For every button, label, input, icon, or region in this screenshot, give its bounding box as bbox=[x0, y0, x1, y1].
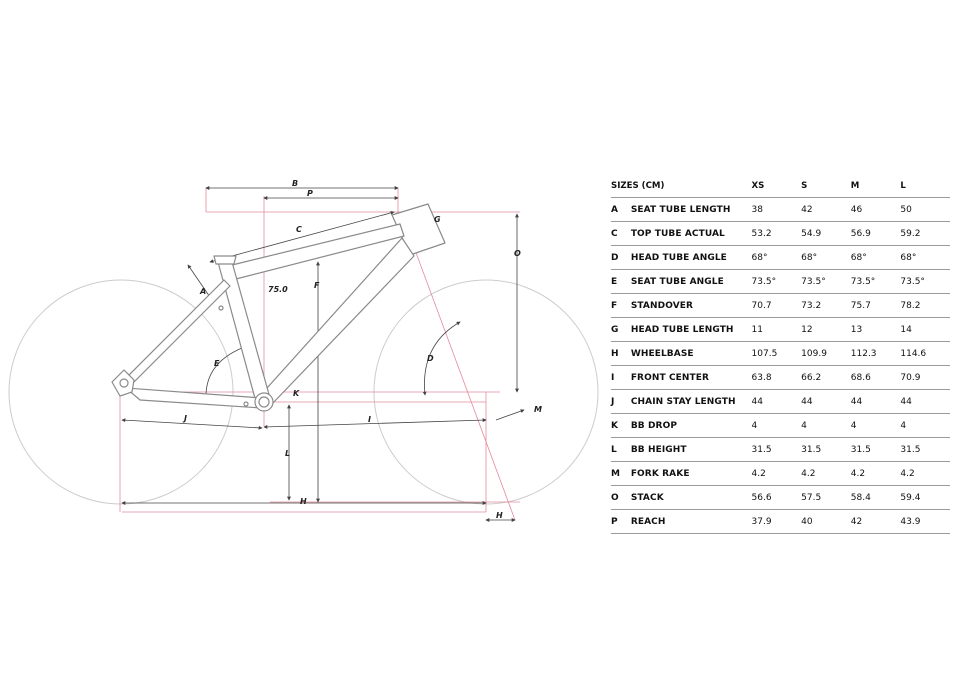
row-value: 73.5° bbox=[851, 270, 901, 294]
table-header-size: L bbox=[900, 175, 950, 198]
row-value: 56.9 bbox=[851, 222, 901, 246]
row-name: FORK RAKE bbox=[631, 462, 752, 486]
row-value: 14 bbox=[900, 318, 950, 342]
row-value: 4 bbox=[851, 414, 901, 438]
table-row bbox=[611, 318, 950, 342]
row-value: 107.5 bbox=[752, 342, 802, 366]
row-value: 68° bbox=[851, 246, 901, 270]
label-g: G bbox=[434, 215, 441, 224]
table-row bbox=[611, 342, 950, 366]
row-value: 53.2 bbox=[752, 222, 802, 246]
table-row bbox=[611, 294, 950, 318]
dimension-arrows bbox=[122, 188, 524, 520]
row-value: 44 bbox=[752, 390, 802, 414]
row-value: 73.5° bbox=[801, 270, 851, 294]
label-e: E bbox=[214, 359, 220, 368]
row-value: 4 bbox=[900, 414, 950, 438]
row-name: TOP TUBE ACTUAL bbox=[631, 222, 752, 246]
table-row bbox=[611, 222, 950, 246]
label-angle: 75.0 bbox=[268, 285, 288, 294]
table-header-row bbox=[611, 175, 950, 198]
label-j: J bbox=[184, 414, 187, 423]
row-code: D bbox=[611, 246, 631, 270]
row-name: STACK bbox=[631, 486, 752, 510]
row-value: 73.2 bbox=[801, 294, 851, 318]
row-code: G bbox=[611, 318, 631, 342]
row-value: 63.8 bbox=[752, 366, 802, 390]
row-value: 31.5 bbox=[851, 438, 901, 462]
row-value: 43.9 bbox=[900, 510, 950, 534]
table-row bbox=[611, 414, 950, 438]
label-c: C bbox=[296, 225, 302, 234]
row-value: 114.6 bbox=[900, 342, 950, 366]
row-value: 44 bbox=[851, 390, 901, 414]
row-value: 42 bbox=[851, 510, 901, 534]
bike-frame bbox=[112, 204, 445, 411]
table-body bbox=[611, 198, 950, 534]
label-l: L bbox=[285, 449, 291, 458]
row-value: 12 bbox=[801, 318, 851, 342]
row-value: 4.2 bbox=[801, 462, 851, 486]
row-value: 38 bbox=[752, 198, 802, 222]
row-value: 68.6 bbox=[851, 366, 901, 390]
row-name: STANDOVER bbox=[631, 294, 752, 318]
row-name: WHEELBASE bbox=[631, 342, 752, 366]
table-row bbox=[611, 390, 950, 414]
row-value: 66.2 bbox=[801, 366, 851, 390]
row-code: M bbox=[611, 462, 631, 486]
row-value: 4 bbox=[752, 414, 802, 438]
row-value: 68° bbox=[752, 246, 802, 270]
label-m: M bbox=[534, 405, 542, 414]
label-b: B bbox=[292, 179, 299, 188]
row-name: HEAD TUBE ANGLE bbox=[631, 246, 752, 270]
row-value: 57.5 bbox=[801, 486, 851, 510]
table-header-size: M bbox=[851, 175, 901, 198]
label-h-small: H bbox=[496, 511, 503, 520]
row-code: C bbox=[611, 222, 631, 246]
row-value: 59.4 bbox=[900, 486, 950, 510]
row-name: SEAT TUBE LENGTH bbox=[631, 198, 752, 222]
label-k: K bbox=[293, 389, 300, 398]
row-value: 46 bbox=[851, 198, 901, 222]
row-value: 70.9 bbox=[900, 366, 950, 390]
row-code: L bbox=[611, 438, 631, 462]
row-value: 112.3 bbox=[851, 342, 901, 366]
row-code: H bbox=[611, 342, 631, 366]
table-row bbox=[611, 438, 950, 462]
row-code: K bbox=[611, 414, 631, 438]
row-value: 50 bbox=[900, 198, 950, 222]
label-f: F bbox=[314, 281, 320, 290]
table-row bbox=[611, 462, 950, 486]
row-code: F bbox=[611, 294, 631, 318]
row-code: E bbox=[611, 270, 631, 294]
row-value: 31.5 bbox=[801, 438, 851, 462]
label-p: P bbox=[307, 189, 313, 198]
row-name: FRONT CENTER bbox=[631, 366, 752, 390]
label-a: A bbox=[200, 287, 207, 296]
table-row bbox=[611, 486, 950, 510]
row-name: HEAD TUBE LENGTH bbox=[631, 318, 752, 342]
row-value: 40 bbox=[801, 510, 851, 534]
row-value: 59.2 bbox=[900, 222, 950, 246]
table-header-title: SIZES (CM) bbox=[611, 175, 752, 198]
row-value: 75.7 bbox=[851, 294, 901, 318]
row-value: 44 bbox=[801, 390, 851, 414]
table-header-size: S bbox=[801, 175, 851, 198]
label-o: O bbox=[514, 249, 521, 258]
table-header-size: XS bbox=[752, 175, 802, 198]
row-code: A bbox=[611, 198, 631, 222]
table-row bbox=[611, 198, 950, 222]
row-value: 31.5 bbox=[900, 438, 950, 462]
row-code: O bbox=[611, 486, 631, 510]
row-value: 109.9 bbox=[801, 342, 851, 366]
label-d: D bbox=[427, 354, 434, 363]
row-value: 68° bbox=[801, 246, 851, 270]
row-value: 68° bbox=[900, 246, 950, 270]
row-value: 11 bbox=[752, 318, 802, 342]
row-value: 70.7 bbox=[752, 294, 802, 318]
row-value: 13 bbox=[851, 318, 901, 342]
row-value: 78.2 bbox=[900, 294, 950, 318]
row-value: 58.4 bbox=[851, 486, 901, 510]
row-value: 4 bbox=[801, 414, 851, 438]
row-value: 54.9 bbox=[801, 222, 851, 246]
row-name: BB DROP bbox=[631, 414, 752, 438]
row-value: 73.5° bbox=[900, 270, 950, 294]
row-code: J bbox=[611, 390, 631, 414]
row-value: 56.6 bbox=[752, 486, 802, 510]
row-name: REACH bbox=[631, 510, 752, 534]
row-name: SEAT TUBE ANGLE bbox=[631, 270, 752, 294]
table-row bbox=[611, 510, 950, 534]
row-value: 4.2 bbox=[752, 462, 802, 486]
row-value: 31.5 bbox=[752, 438, 802, 462]
row-code: P bbox=[611, 510, 631, 534]
row-value: 42 bbox=[801, 198, 851, 222]
row-value: 4.2 bbox=[900, 462, 950, 486]
row-value: 4.2 bbox=[851, 462, 901, 486]
row-name: BB HEIGHT bbox=[631, 438, 752, 462]
label-i: I bbox=[368, 415, 371, 424]
table-row bbox=[611, 366, 950, 390]
label-h: H bbox=[300, 497, 307, 506]
row-value: 37.9 bbox=[752, 510, 802, 534]
geometry-table bbox=[611, 175, 950, 534]
table-row bbox=[611, 270, 950, 294]
row-value: 73.5° bbox=[752, 270, 802, 294]
row-code: I bbox=[611, 366, 631, 390]
row-name: CHAIN STAY LENGTH bbox=[631, 390, 752, 414]
row-value: 44 bbox=[900, 390, 950, 414]
table-row bbox=[611, 246, 950, 270]
